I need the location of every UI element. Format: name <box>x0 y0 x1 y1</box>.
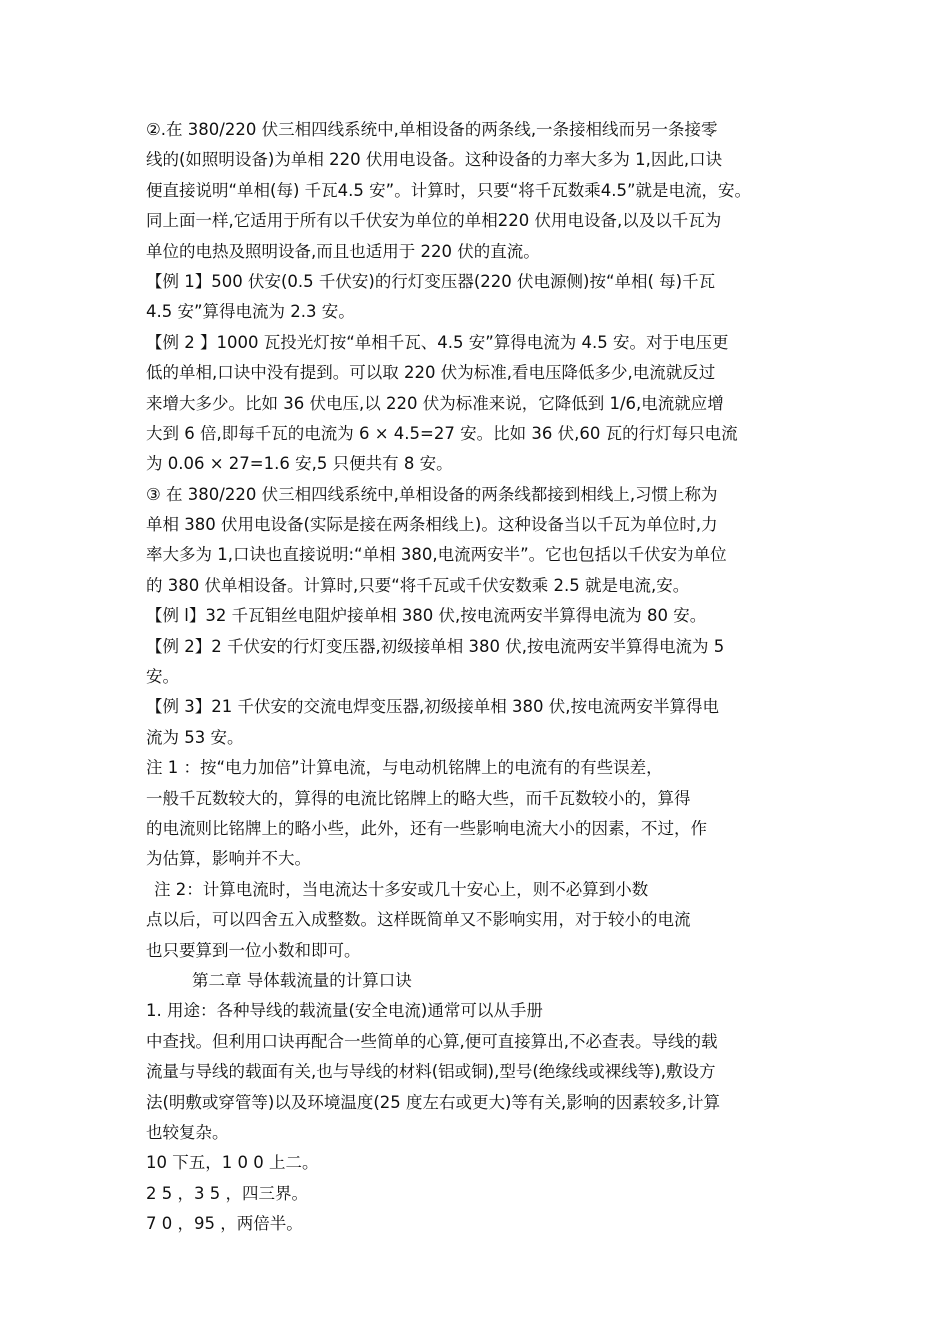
paragraph-line: 的 380 伏单相设备。计算时,只要“将千瓦或千伏安数乘 2.5 就是电流,安。 <box>146 575 690 595</box>
paragraph-line: 低的单相,口诀中没有提到。可以取 220 伏为标准,看电压降低多少,电流就反过 <box>146 363 716 383</box>
mnemonic-line: 10 下五，1 0 0 上二。 <box>146 1153 319 1173</box>
paragraph-line: 线的(如照明设备)为单相 220 伏用电设备。这种设备的力率大多为 1,因此,口诀 <box>146 150 723 170</box>
example-line: 流为 53 安。 <box>146 727 244 747</box>
example-line: 【例 2 】1000 瓦投光灯按“单相千瓦、4.5 安”算得电流为 4.5 安。对于电压更 <box>146 332 729 352</box>
note-line: 注 2：计算电流时，当电流达十多安或几十安心上，则不必算到小数 <box>154 879 649 899</box>
note-line: 一般千瓦数较大的，算得的电流比铭牌上的略大些，而千瓦数较小的，算得 <box>146 788 691 808</box>
paragraph-line: 单位的电热及照明设备,而且也适用于 220 伏的直流。 <box>146 241 540 261</box>
example-line: 【例 1】500 伏安(0.5 千伏安)的行灯变压器(220 伏电源侧)按“单相( 每)千瓦 <box>146 271 716 291</box>
paragraph-line: 为 0.06 × 27=1.6 安,5 只便共有 8 安。 <box>146 454 453 474</box>
paragraph-line: 法(明敷或穿管等)以及环境温度(25 度左右或更大)等有关,影响的因素较多,计算 <box>146 1092 720 1112</box>
paragraph-line: 也较复杂。 <box>146 1122 229 1142</box>
example-line: 【例 2】2 千伏安的行灯变压器,初级接单相 380 伏,按电流两安半算得电流为 5 <box>146 636 725 656</box>
paragraph-line: 1. 用途：各种导线的载流量(安全电流)通常可以从手册 <box>146 1001 543 1021</box>
paragraph-line: 来增大多少。比如 36 伏电压,以 220 伏为标准来说，它降低到 1/6,电流就应增 <box>146 393 724 413</box>
note-line: 点以后，可以四舍五入成整数。这样既简单又不影响实用，对于较小的电流 <box>146 910 691 930</box>
paragraph-line: 同上面一样,它适用于所有以千伏安为单位的单相220 伏用电设备,以及以千瓦为 <box>146 211 722 231</box>
chapter-heading: 第二章 导体载流量的计算口诀 <box>192 970 412 990</box>
note-line: 为估算，影响并不大。 <box>146 849 311 869</box>
paragraph-line: 率大多为 1,口诀也直接说明:“单相 380,电流两安半”。它也包括以千伏安为单位 <box>146 545 727 565</box>
paragraph-line: 大到 6 倍,即每千瓦的电流为 6 × 4.5=27 安。比如 36 伏,60 瓦的行灯每只电流 <box>146 423 738 443</box>
paragraph-line: ②.在 380/220 伏三相四线系统中,单相设备的两条线,一条接相线而另一条接零 <box>146 120 718 139</box>
mnemonic-line: 2 5 ，3 5 ，四三界。 <box>146 1183 308 1203</box>
example-line: 4.5 安”算得电流为 2.3 安。 <box>146 302 355 322</box>
paragraph-line: ③ 在 380/220 伏三相四线系统中,单相设备的两条线都接到相线上,习惯上称为 <box>146 484 718 504</box>
note-line: 的电流则比铭牌上的略小些，此外，还有一些影响电流大小的因素，不过，作 <box>146 818 707 838</box>
paragraph-line: 单相 380 伏用电设备(实际是接在两条相线上)。这种设备当以千瓦为单位时,力 <box>146 515 718 535</box>
paragraph-line: 流量与导线的载面有关,也与导线的材料(铝或铜),型号(绝缘线或裸线等),敷设方 <box>146 1062 716 1082</box>
example-line: 【例 3】21 千伏安的交流电焊变压器,初级接单相 380 伏,按电流两安半算得电 <box>146 697 719 717</box>
example-line: 【例 l】32 千瓦钼丝电阻炉接单相 380 伏,按电流两安半算得电流为 80 安。 <box>146 606 707 626</box>
mnemonic-line: 7 0 ，95 ，两倍半。 <box>146 1214 303 1234</box>
note-line: 也只要算到一位小数和即可。 <box>146 940 361 960</box>
note-line: 注 1 ：按“电力加倍”计算电流，与电动机铭牌上的电流有的有些误差， <box>146 758 663 778</box>
example-line: 安。 <box>146 667 179 687</box>
paragraph-line: 便直接说明“单相(每) 千瓦4.5 安”。计算时，只要“将千瓦数乘4.5”就是电流，安。 <box>146 180 752 200</box>
paragraph-line: 中查找。但利用口诀再配合一些简单的心算,便可直接算出,不必查表。导线的载 <box>146 1031 718 1051</box>
document-body <box>146 115 810 1239</box>
